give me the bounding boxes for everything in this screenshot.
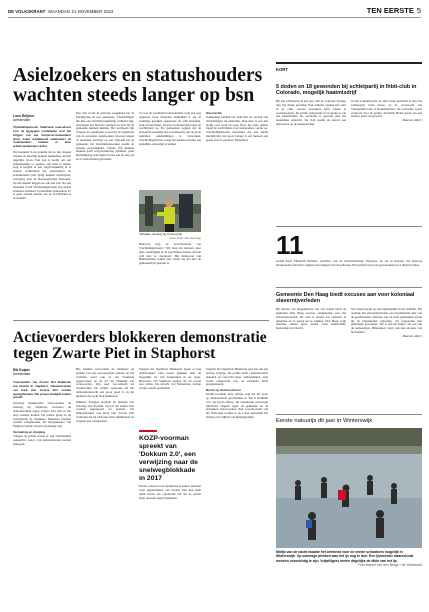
article2-body2b: Minister Yesilgöz noemde de beelden van zaterdag zeer kwalijk. Zij wil dat daders snel worden opgespoord en gestraft. De demonstranten van Kick Out Zwarte Piet verklaren dat zij zich niet laten intimideren en volgend jaar terugkomen. [76,399,134,423]
author-location: Amsterdam [13,118,31,123]
article2-body3b: Eerder waren er ook incidenten in andere plaatsen waar tegenstanders van Zwarte Piet hun stem lieten horen. De organisatie wil dat de politie beter optreedt tegen blokkades. [139,485,201,500]
kort-item1-col2 [351,100,422,215]
article2-body4b: KOZP-voorman Jerry Afriyie zegt dat het recht op demonstreren geschonden is. 'Dit is Dokkum 2.0,' zei hij na afloop. De organisatie overweegt juridische stappen tegen de gemeente en de betrokken actievoerders. Een woordvoerder van het Nationaal Comité 4 en 5 mei benadrukt het belang van vrijheid van meningsuiting. [206,392,268,420]
article1-col4 [206,112,268,316]
article2-body1b: Volgens de politie waren er ook vernielingen aangericht. Auto's van demonstranten werden bekogeld. [13,433,71,446]
article-divider [13,320,269,321]
issue-date: MAANDAG 21 NOVEMBER 2022 [48,9,114,14]
section-name: TEN EERSTE [366,6,414,15]
article2-col3a [139,368,201,428]
photo-caption-text: Tijdelijke opvang bij cruiseschip [139,232,183,236]
article1-body3b: Hierover zegt de woordvoerder van Vluchtelingenwerk: 'Wij zien dat mensen door deze wachttijden in de problemen komen, dit kan echt niet zo doorgaan.' Het ministerie van Binnenlandse Zaken laat weten dat het met de gemeenten in gesprek is. [139,243,201,266]
skate-caption [276,550,422,567]
article2-body2: Het kabinet veroordeelt de blokkade en spreekt van een onacceptabele situatie. In het verleden werd ook al een blokkade opgeworpen op de A7 bij Dokkum. De actievoerders zijn toen veroordeeld tot werkstraffen. De rechter oordeelde dat het demonstratierecht een groot goed is en dat niemand dat recht mag blokkeren. [76,368,134,398]
masthead [8,9,113,14]
article1-col2 [76,112,134,316]
article1-body4: Gemeenten hebben het druk met de opvang van vluchtelingen uit Oekraïne. Ook daar is een bsn nodig voor werk en zorg. Door die extra drukte lopen de wachttijden voor asielzoekers verder op. Vluchtelingenwerk benadrukt dat een snelle inschrijving van groot belang is om mensen een goede start te geven in Nederland. [206,114,268,142]
kort-item2-body1: Bij monde van burgemeester Jan van Zanen heeft de gemeente Den Haag excuses aangeboden voor het slavernijverleden. De stad is bereid dat verleden te erkennen en er lessen uit te trekken. Den Haag volgt daarmee andere grote steden zoals Amsterdam, Rotterdam en Utrecht. [276,308,346,331]
article2-subhead2: Recht op demonstreren [206,388,241,393]
article1-byline [13,114,68,122]
article2-byline [13,368,68,376]
kort-item1-body1: Bij een schietpartij in een gay club in Colorado Springs zijn vijf doden gevallen. Een schutter opende het vuur in de club, waarna bezoekers hem wisten te overmeesteren. De politie onderzoekt of er sprake is van een haatmisdrijf. De verdachte is gewond naar het ziekenhuis gebracht. De club noemt de aanval een haataanval op de gemeenschap. [276,100,346,127]
article1-subhead: Oververhit [206,112,222,115]
photo-credit: Foto Jorie van Gennep [169,235,201,240]
skate-photo [276,428,422,548]
article1-body1: Dat betekent in de praktijk dat ze niet mogen werken en moeilijk kunnen deelnemen aan het dagelijks leven. Een bsn is nodig om een bankrekening te openen, een huis te huren, zorg te krijgen of een zorgverzekering af te sluiten. Gemeenten die asielzoekers en statushouders niet tijdig kunnen inschrijven, verwijzen naar de Basisregistratie Personen. Op die manier krijgen ze ook een bsn. Na een maanden wordt Vluchtelingenwerk nog steeds verkeerd benaderd in tientallen gemeenten. Er is geen actuele manier om de wachttijden te versnellen. [13,150,71,201]
kort-item2-col1 [276,308,346,408]
page-number: 5 [416,6,421,15]
author-name: Rik Kuiper [13,368,30,372]
skate-caption-text: Mafijs van de nacht maakte het weekend voor de eerste schaatsers mogelijk in Winterswijk. Op sommige plekken was het ijs nog te dun. Een ijsmeester waarschuwt mensen voorzichtig te zijn. Vrijwilligers meten dagelijks de dikte van het ijs. [276,550,414,563]
article2-headline: Actievoerders blokkeren demonstratie tegen Zwarte Piet in Staphorst [13,329,267,362]
kort-item2-col2 [351,308,422,408]
article1-col3b [139,243,201,316]
article2-col3b [139,485,201,606]
ice-skaters-photo [276,428,422,548]
article2-body4: Volgens het Openbaar Ministerie gaat het om een ernstig vergrijp. De politie heeft camerabeelden bekeken en verwacht meer aanhoudingen. Ook wordt onderzocht wie de blokkade heeft georganiseerd. [206,368,268,387]
article1-lead: Vluchtelingenwerk Nederland waarschuwt voor de opgepopte wachttijden voor het krijgen van een burgerservicenummer (bsn). Zeker achtduizend asielzoekers en statushouders kunnen er door achterstanden niet verder. [13,126,71,149]
kort-divider [276,414,422,415]
kort-divider [276,226,422,227]
skate-photo-credit: Foto Marcel van den Bergh / de Volkskrant [357,562,422,567]
kort-item2-credit: Maarten Albers [402,333,422,338]
kort-divider [276,287,422,288]
pull-quote-bar [139,430,157,432]
big-number-text: JAAR heeft Elizabeth Holmes, oprichter van de bloedtestbedrijf Theranos, de cel in moeten. Zij bedroog investeerders met haar onjuiste beweringen over bloedtesten. Het bedrijf werd ooit gewaardeerd op 9 miljard dollar. [276,260,422,267]
author-location: Amsterdam [13,372,31,377]
kort-label: KORT [276,67,288,72]
article1-body2: Een bsn wordt in principe toegekend bij de inschrijving in een gemeente. Vluchtelingen die met een verblijfsvergunning verhuisd zijn, ontvangen pas hun bsn wanneer ze zich bij de gemeente kunnen melden. Het probleem ligt volgens de organisatie vooral bij de registratie van de personen. Asielzoekers moeten weken of maanden wachten op een afspraak bij de gemeente. De beleidsmedewerker noemt de situatie zorgwekkend. Zonder bsn kunnen mensen geen zorgverzekering afsluiten, geen kinderbijslag aanvragen en niet aan de slag als ze al werk hebben gevonden. [76,112,134,162]
page-header [8,6,421,18]
kort-item1-headline: 5 doden en 18 gewonden bij schietpartij in lhbti-club in Colorado, mogelijk haatmisdrijf [276,84,417,97]
big-number: 11 [276,230,304,260]
kort-item1-credit: Maarten Albers [402,118,422,123]
article2-col2 [76,368,134,606]
pull-quote: KOZP-voorman spreekt van 'Dokkum 2.0', een verwijzing naar de snelwegblokkade in 2017 [139,435,198,483]
skate-headline: Eerste natuurijs dit jaar in Winterswijk [276,418,373,424]
kort-top-rule [276,62,422,64]
article1-col3a [139,112,201,188]
paper-name: DE VOLKSKRANT [8,9,46,14]
article1-col1 [13,126,71,316]
police-officer-photo [139,190,201,232]
article1-photo [139,190,201,232]
article1-body3: Zo was de wachttijd in Amsterdam vorig jaar nog ongeveer twee maanden. Inmiddels is dat in sommige gevallen opgelopen tot acht maanden. Ook in Den Haag, Utrecht en Rotterdam lopen de wachttijden op. De gemeenten zeggen dat de personele bezetting niet toereikend is om de grote aantallen aanmeldingen te verwerken. Vluchtelingenwerk vraagt het kabinet om met een landelijke oplossing te komen. [139,112,201,146]
kort-item2-headline: Gemeente Den Haag biedt excuses aan voor koloniaal slavernijverleden [276,292,415,305]
kort-item1-col1 [276,100,346,215]
article2-lead: Voorstanders van Zwarte Piet blokkeren een intocht in Staphorst. Demonstranten van Kick Out Zwarte Piet werden tegengehouden. Het protest eindigde zonder geweld. [13,381,71,400]
article1-headline: Asielzoekers en statushouders wachten steeds langer op bsn [13,65,263,106]
article2-col1 [13,381,71,606]
article2-body3: Volgens het Openbaar Ministerie lopen er nog onderzoeken. Ook wordt gekeken naar de mogelijke rol van bestuurders in de regio. Bewoners van Staphorst zeggen dat zij vooral rust willen. De intocht van Sinterklaas verliep verder zonder problemen. [139,368,201,391]
kort-item2-body2: Van Zanen sprak op een bijeenkomst in het stadhuis. Hij noemde het slavernijverleden een beschamend deel van de geschiedenis. Nazaten van tot slaaf gemaakten waren bij de bijeenkomst aanwezig. Zij reageerden met gemengde gevoelens. 'Dit is pas het begin,' zei een van de aanwezigen. Binnenkort volgt ook een excuses van het kabinet. [351,308,422,335]
author-name: Loes Reijmer [13,114,35,118]
article2-col4 [206,368,268,606]
section-label [367,6,421,15]
article2-subhead1: Vernieling en dreiging [13,430,46,435]
kort-item1-body2: In een verklaring liet de club weten geschokt te zijn. De schietpartij vond plaats op de vooravond van Transgender Day of Remembrance. De verdachte wordt verhoord door de politie. President Biden sprak van een zinloze daad van geweld. [351,100,422,119]
article1-photo-caption [139,233,201,241]
article2-body1: Zaterdag blokkeerden actievoerders de snelweg bij Staphorst, waardoor de demonstranten tegen Zwarte Piet niet in het dorp konden komen. De politie greep in en verwijderde de blokkade. Meerdere mensen werden aangehouden. De burgemeester van Staphorst sprak van een verdrietige dag. [13,401,71,429]
